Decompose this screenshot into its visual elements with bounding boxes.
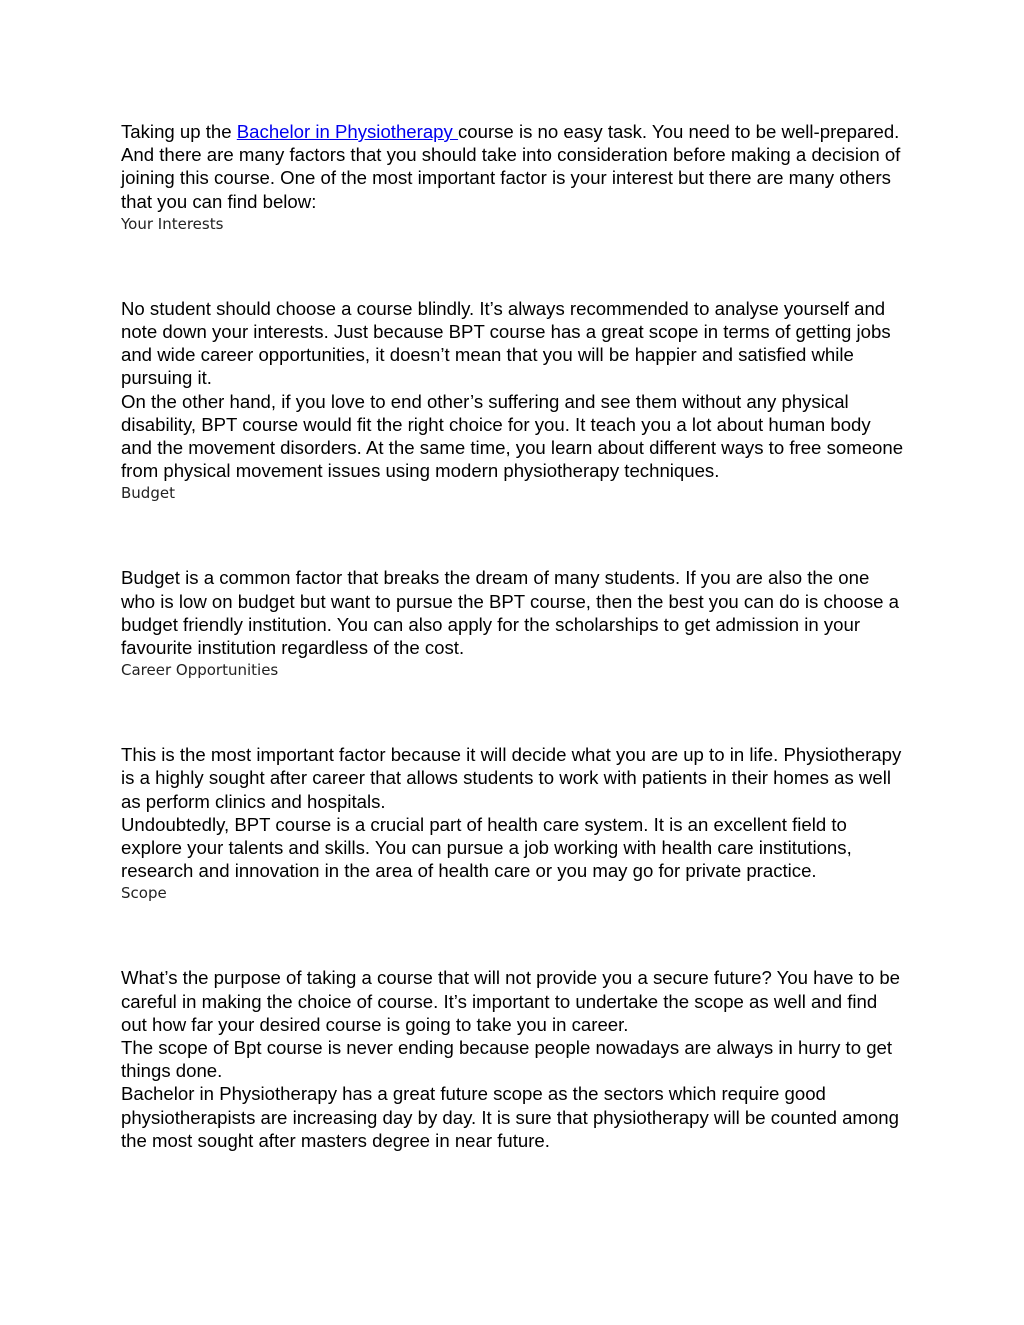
paragraph: This is the most important factor because it will decide what you are up to in life. Physiotherapy is a highly sought after career that allows students to work with patients in their homes as well as perform clinics and hospitals. — [121, 744, 902, 812]
section-heading-your-interests: Your Interests — [121, 214, 224, 233]
paragraph: On the other hand, if you love to end other’s suffering and see them without any physical disability, BPT course would fit the right choice for you. It teach you a lot about human body and the movement disorders. At the same time, you learn about different ways to free someone from physical movement issues using modern physiotherapy techniques. — [121, 390, 904, 482]
paragraph: The scope of Bpt course is never ending because people nowadays are always in hurry to get things done. — [121, 1037, 893, 1082]
bachelor-in-physiotherapy-link[interactable]: Bachelor in Physiotherapy — [236, 121, 458, 142]
intro-text-before: Taking up the — [121, 121, 237, 142]
paragraph: Undoubtedly, BPT course is a crucial part of health care system. It is an excellent field to explore your talents and skills. You can pursue a job working with health care institutions, research and innovation in the area of health care or you may go for private practice. — [121, 813, 852, 882]
section-spacer — [121, 235, 906, 297]
paragraph: No student should choose a course blindly. It’s always recommended to analyse yourself and note down your interests. Just because BPT course has a great scope in terms of getting jobs and wide career opportunities, it doesn’t mean that you will be happier and satisfied while pursuing it. — [121, 297, 891, 389]
section-spacer — [121, 904, 906, 966]
paragraph: What’s the purpose of taking a course that will not provide you a secure future? You have to be careful in making the choice of course. It’s important to undertake the scope as well and find out how far your desired course is going to take you in career. — [121, 967, 901, 1035]
paragraph: Budget is a common factor that breaks the dream of many students. If you are also the one who is low on budget but want to pursue the BPT course, then the best you can do is choose a budget friendly institution. You can also apply for the scholarships to get admission in your favourite institution regardless of the cost. — [121, 567, 899, 659]
paragraph: Bachelor in Physiotherapy has a great future scope as the sectors which require good physiotherapists are increasing day by day. It is sure that physiotherapy will be counted among the most sought after masters degree in near future. — [121, 1083, 899, 1151]
section-spacer — [121, 681, 906, 743]
section-heading-budget: Budget — [121, 484, 175, 503]
section-heading-scope: Scope — [121, 884, 167, 903]
section-heading-career-opportunities: Career Opportunities — [121, 661, 279, 680]
intro-paragraph — [121, 120, 906, 213]
section-spacer — [121, 504, 906, 566]
document-page — [121, 120, 906, 1152]
intro-text-after: course is no easy task. You need to be well-prepared. And there are many factors that you should take into consideration before making a decision of joining this course. One of the most important factor is your interest but there are many others that you can find below: — [121, 121, 901, 212]
